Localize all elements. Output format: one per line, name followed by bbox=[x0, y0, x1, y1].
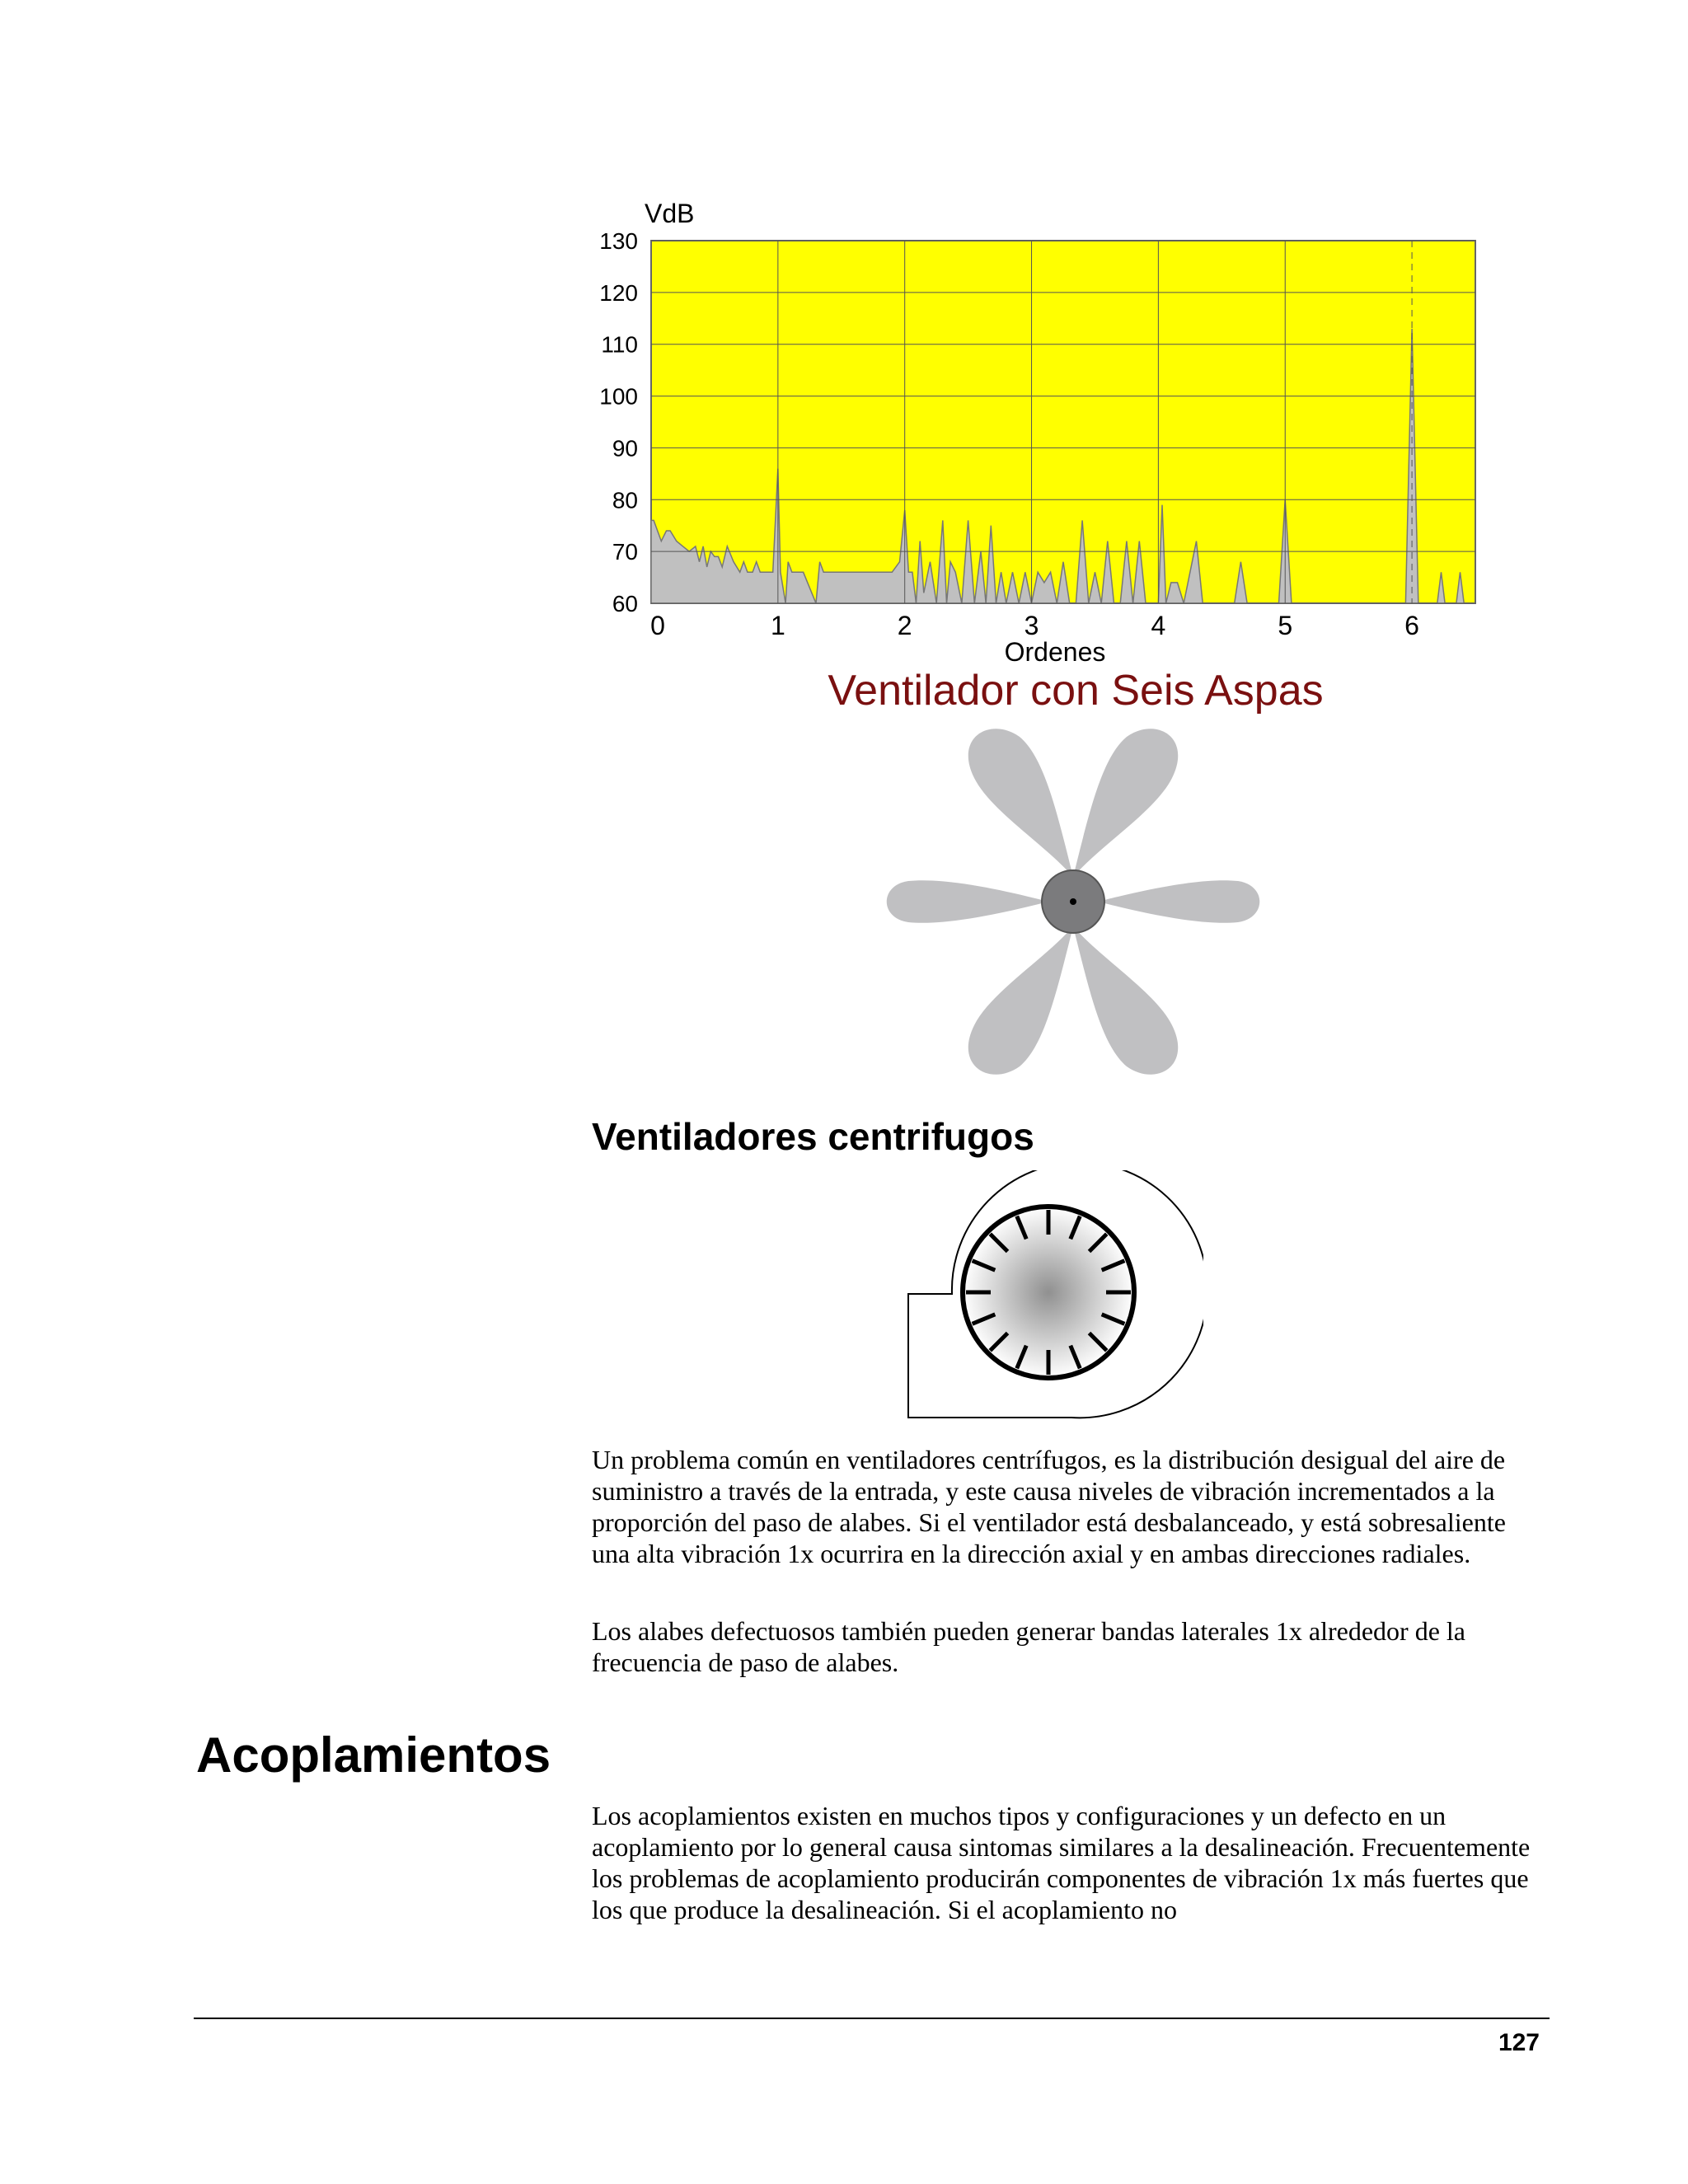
fan-svg bbox=[857, 725, 1302, 1088]
six-blade-fan-illustration bbox=[857, 725, 1302, 1088]
centrifugal-svg bbox=[907, 1170, 1203, 1442]
x-axis-label: Ordenes bbox=[1004, 637, 1106, 667]
y-tick-label: 70 bbox=[612, 539, 638, 565]
y-tick-label: 100 bbox=[599, 383, 638, 410]
fan-blade bbox=[887, 880, 1048, 923]
paragraph-couplings: Los acoplamientos existen en muchos tipos y configuraciones y un defecto en un acoplamiento por lo general causa sintomas similares a la desalineación. Frecuentemente los problemas de acoplamiento producirán componentes de vibración 1x más fuertes que los que produce la desalineación. Si el acoplamiento no bbox=[592, 1801, 1531, 1924]
fan-blade bbox=[1098, 880, 1259, 923]
section-heading-couplings: Acoplamientos bbox=[196, 1727, 551, 1783]
centrifugal-fan-illustration bbox=[907, 1170, 1203, 1442]
fan-blade bbox=[968, 729, 1073, 877]
y-axis-label: VdB bbox=[645, 199, 695, 228]
footer-rule bbox=[194, 2018, 1550, 2019]
y-tick-label: 80 bbox=[612, 487, 638, 513]
y-tick-label: 120 bbox=[599, 279, 638, 306]
section-heading-centrifugal-fans: Ventiladores centrifugos bbox=[592, 1115, 1034, 1158]
x-tick-label: 2 bbox=[897, 611, 912, 640]
fan-blade bbox=[1073, 729, 1178, 877]
x-tick-label: 1 bbox=[770, 611, 785, 640]
y-tick-label: 110 bbox=[601, 331, 638, 358]
paragraph-centrifugal-1: Un problema común en ventiladores centrífugos, es la distribución desigual del aire de suministro a través de la entrada, y este causa niveles de vibración incrementados a la proporción del paso de alabes. Si el ventilador está desbalanceado, y está sobresaliente una alta vibración 1x ocurrira en la dirección axial y en ambas direcciones radiales. bbox=[592, 1445, 1506, 1568]
y-tick-label: 90 bbox=[612, 435, 638, 462]
x-tick-label: 5 bbox=[1278, 611, 1293, 640]
page-number: 127 bbox=[1498, 2029, 1540, 2056]
x-tick-label: 3 bbox=[1024, 611, 1039, 640]
y-tick-label: 60 bbox=[612, 591, 638, 616]
fan-blade bbox=[968, 926, 1073, 1075]
fan-shaft-dot bbox=[1070, 898, 1076, 905]
x-tick-label: 6 bbox=[1404, 611, 1419, 640]
paragraph-centrifugal-2: Los alabes defectuosos también pueden generar bandas laterales 1x alrededor de la frecuencia de paso de alabes. bbox=[592, 1616, 1465, 1677]
fan-title: Ventilador con Seis Aspas bbox=[828, 667, 1324, 715]
chart-svg bbox=[577, 190, 1500, 684]
vibration-spectrum-chart bbox=[577, 190, 1500, 684]
y-tick-label: 130 bbox=[599, 228, 638, 254]
x-tick-label: 0 bbox=[650, 611, 665, 640]
x-tick-label: 4 bbox=[1151, 611, 1166, 640]
fan-blade bbox=[1073, 926, 1178, 1075]
